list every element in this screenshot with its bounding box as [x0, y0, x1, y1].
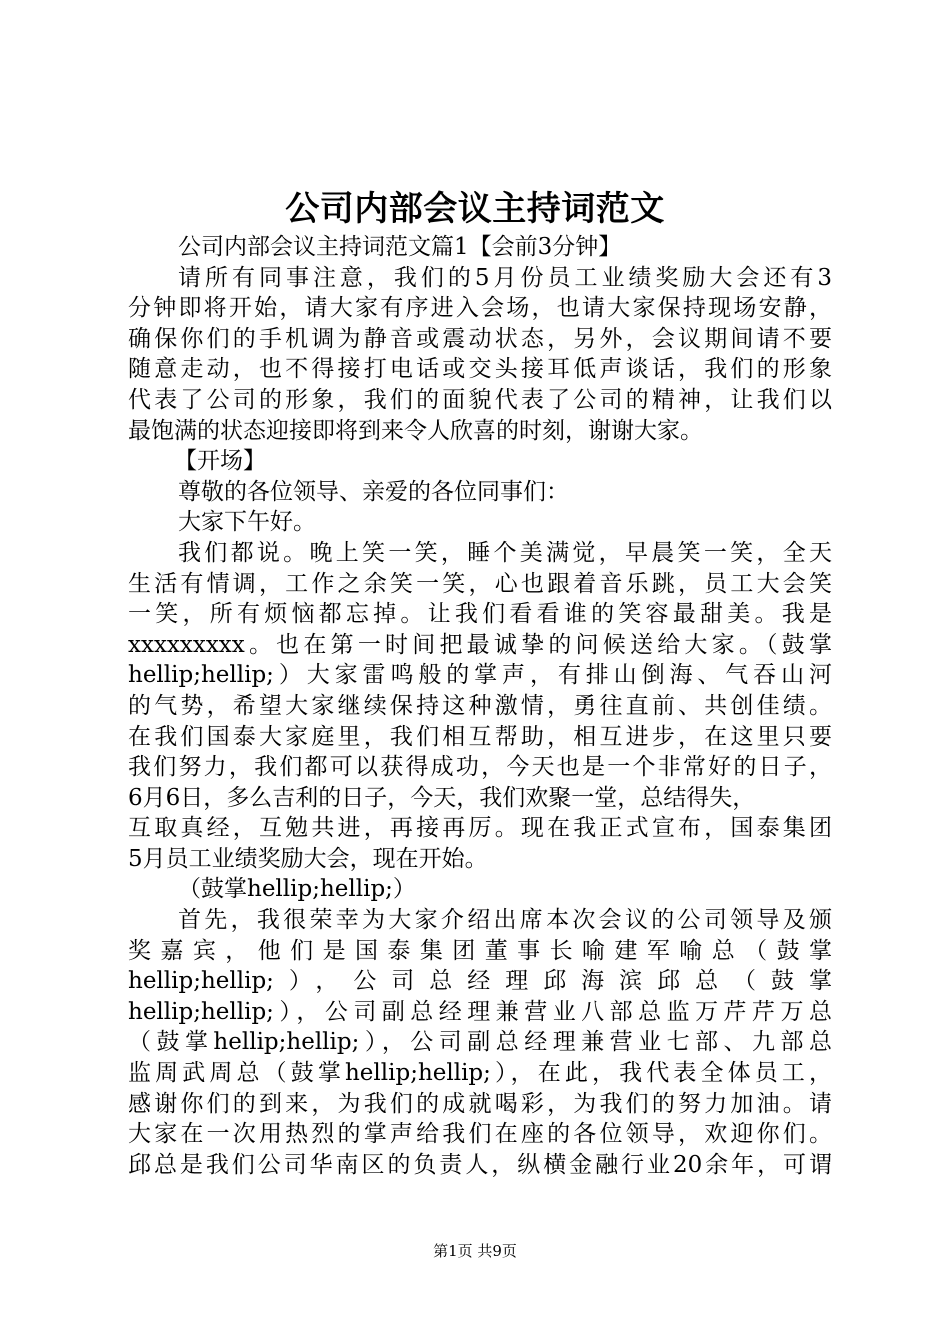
body-line: 互取真经，互勉共进，再接再厉。现在我正式宣布，国泰集团	[128, 815, 832, 842]
body-line: 一笑，所有烦恼都忘掉。让我们看看谁的笑容最甜美。我是	[128, 601, 832, 628]
body-line: 5月员工业绩奖励大会，现在开始。	[128, 845, 488, 872]
body-line: 的气势，希望大家继续保持这种激情，勇往直前、共创佳绩。	[128, 692, 832, 719]
body-line: 确保你们的手机调为静音或震动状态，另外，会议期间请不要	[128, 325, 832, 352]
body-line: 我们都说。晚上笑一笑，睡个美满觉，早晨笑一笑，全天	[178, 539, 832, 566]
body-line: 奖嘉宾，他们是国泰集团董事长喻建军喻总（鼓掌	[128, 937, 832, 964]
body-line: hellip;hellip;）大家雷鸣般的掌声，有排山倒海、气吞山河	[128, 662, 832, 689]
body-line: 请所有同事注意，我们的5月份员工业绩奖励大会还有3	[178, 264, 832, 291]
body-line: 感谢你们的到来，为我们的成就喝彩，为我们的努力加油。请	[128, 1090, 832, 1117]
body-line: 大家在一次用热烈的掌声给我们在座的各位领导，欢迎你们。	[128, 1121, 832, 1148]
body-line: 我们努力，我们都可以获得成功，今天也是一个非常好的日子，	[128, 754, 832, 781]
body-line: 分钟即将开始，请大家有序进入会场，也请大家保持现场安静，	[128, 295, 832, 322]
body-line: 首先，我很荣幸为大家介绍出席本次会议的公司领导及颁	[178, 907, 832, 934]
body-line: 大家下午好。	[178, 509, 316, 536]
page-footer: 第1页 共9页	[433, 1242, 517, 1260]
body-line: xxxxxxxxx。也在第一时间把最诚挚的问候送给大家。（鼓掌	[128, 631, 832, 658]
body-line: 邱总是我们公司华南区的负责人，纵横金融行业20余年，可谓	[128, 1151, 832, 1178]
document-title: 公司内部会议主持词范文	[285, 189, 665, 229]
body-line: hellip;hellip;），公司总经理邱海滨邱总（鼓掌	[128, 968, 832, 995]
body-line: 尊敬的各位领导、亲爱的各位同事们：	[178, 478, 569, 505]
body-line: 最饱满的状态迎接即将到来令人欣喜的时刻，谢谢大家。	[128, 417, 703, 444]
body-line: 【开场】	[174, 448, 266, 475]
body-line: 监周武周总（鼓掌hellip;hellip;），在此，我代表全体员工，	[128, 1060, 832, 1087]
document-body	[128, 232, 832, 1180]
body-line: 公司内部会议主持词范文篇1【会前3分钟】	[178, 234, 622, 260]
body-line: hellip;hellip;），公司副总经理兼营业八部总监万芹芹万总	[128, 998, 832, 1025]
body-line: 生活有情调，工作之余笑一笑，心也跟着音乐跳，员工大会笑	[128, 570, 832, 597]
body-line: （鼓掌hellip;hellip;）	[178, 876, 416, 903]
body-line: （鼓掌hellip;hellip;），公司副总经理兼营业七部、九部总	[128, 1029, 832, 1056]
body-line: 代表了公司的形象，我们的面貌代表了公司的精神，让我们以	[128, 386, 832, 413]
body-line: 随意走动，也不得接打电话或交头接耳低声谈话，我们的形象	[128, 356, 832, 383]
body-line: 6月6日，多么吉利的日子，今天，我们欢聚一堂，总结得失，	[128, 784, 756, 811]
body-line: 在我们国泰大家庭里，我们相互帮助，相互进步，在这里只要	[128, 723, 832, 750]
